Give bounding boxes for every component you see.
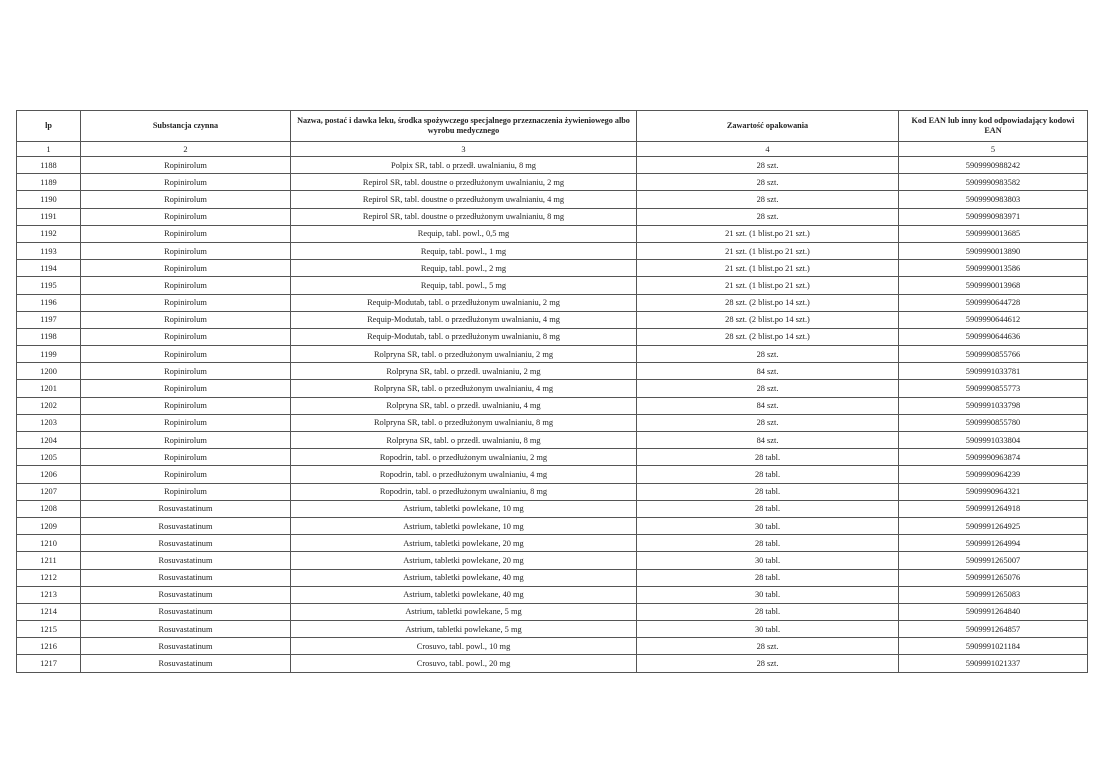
cell-lp: 1206 (17, 466, 81, 483)
cell-product: Crosuvo, tabl. powl., 20 mg (291, 655, 637, 672)
cell-substance: Ropinirolum (81, 466, 291, 483)
table-row (17, 466, 1088, 483)
column-number: 1 (17, 142, 81, 157)
cell-package: 28 tabl. (637, 535, 899, 552)
table-row (17, 655, 1088, 672)
cell-substance: Ropinirolum (81, 294, 291, 311)
cell-substance: Rosuvastatinum (81, 552, 291, 569)
cell-package: 21 szt. (1 blist.po 21 szt.) (637, 260, 899, 277)
cell-package: 28 szt. (637, 638, 899, 655)
cell-substance: Ropinirolum (81, 346, 291, 363)
cell-lp: 1207 (17, 483, 81, 500)
table-row (17, 586, 1088, 603)
table-row (17, 328, 1088, 345)
cell-product: Astrium, tabletki powlekane, 40 mg (291, 569, 637, 586)
header-lp: lp (17, 111, 81, 142)
table-row (17, 552, 1088, 569)
cell-ean: 5909990644636 (899, 328, 1088, 345)
cell-lp: 1191 (17, 208, 81, 225)
cell-ean: 5909990988242 (899, 157, 1088, 174)
table-row (17, 535, 1088, 552)
cell-package: 28 tabl. (637, 483, 899, 500)
cell-ean: 5909991265083 (899, 586, 1088, 603)
table-row (17, 225, 1088, 242)
column-number: 4 (637, 142, 899, 157)
cell-lp: 1212 (17, 569, 81, 586)
cell-lp: 1192 (17, 225, 81, 242)
cell-substance: Ropinirolum (81, 432, 291, 449)
cell-product: Rolpryna SR, tabl. o przedłużonym uwalnianiu, 2 mg (291, 346, 637, 363)
cell-package: 28 szt. (2 blist.po 14 szt.) (637, 328, 899, 345)
table-row (17, 363, 1088, 380)
cell-product: Astrium, tabletki powlekane, 5 mg (291, 621, 637, 638)
cell-substance: Ropinirolum (81, 449, 291, 466)
cell-lp: 1198 (17, 328, 81, 345)
table-row (17, 346, 1088, 363)
cell-package: 28 szt. (637, 208, 899, 225)
cell-package: 28 szt. (637, 191, 899, 208)
cell-ean: 5909991021337 (899, 655, 1088, 672)
cell-product: Requip-Modutab, tabl. o przedłużonym uwalnianiu, 2 mg (291, 294, 637, 311)
table-row (17, 500, 1088, 517)
column-number-row (17, 142, 1088, 157)
cell-lp: 1213 (17, 586, 81, 603)
cell-product: Polpix SR, tabl. o przedł. uwalnianiu, 8 mg (291, 157, 637, 174)
cell-product: Rolpryna SR, tabl. o przedł. uwalnianiu, 2 mg (291, 363, 637, 380)
cell-package: 28 szt. (2 blist.po 14 szt.) (637, 294, 899, 311)
cell-package: 21 szt. (1 blist.po 21 szt.) (637, 242, 899, 259)
cell-lp: 1202 (17, 397, 81, 414)
cell-substance: Ropinirolum (81, 157, 291, 174)
cell-product: Requip-Modutab, tabl. o przedłużonym uwalnianiu, 8 mg (291, 328, 637, 345)
cell-package: 84 szt. (637, 363, 899, 380)
cell-product: Astrium, tabletki powlekane, 40 mg (291, 586, 637, 603)
cell-substance: Ropinirolum (81, 311, 291, 328)
cell-lp: 1196 (17, 294, 81, 311)
cell-lp: 1217 (17, 655, 81, 672)
cell-ean: 5909990013586 (899, 260, 1088, 277)
cell-ean: 5909990644612 (899, 311, 1088, 328)
cell-ean: 5909990983803 (899, 191, 1088, 208)
cell-package: 28 szt. (637, 380, 899, 397)
cell-ean: 5909990855773 (899, 380, 1088, 397)
cell-substance: Ropinirolum (81, 397, 291, 414)
column-number: 2 (81, 142, 291, 157)
cell-lp: 1203 (17, 414, 81, 431)
reimbursement-drug-table (16, 110, 1088, 673)
cell-lp: 1208 (17, 500, 81, 517)
cell-ean: 5909990013890 (899, 242, 1088, 259)
cell-ean: 5909990964321 (899, 483, 1088, 500)
cell-lp: 1215 (17, 621, 81, 638)
table-row (17, 621, 1088, 638)
table-row (17, 277, 1088, 294)
table-row (17, 397, 1088, 414)
table-row (17, 157, 1088, 174)
cell-lp: 1210 (17, 535, 81, 552)
cell-package: 30 tabl. (637, 552, 899, 569)
table-row (17, 569, 1088, 586)
table-row (17, 311, 1088, 328)
cell-product: Astrium, tabletki powlekane, 5 mg (291, 603, 637, 620)
cell-lp: 1211 (17, 552, 81, 569)
cell-lp: 1209 (17, 517, 81, 534)
cell-ean: 5909991264918 (899, 500, 1088, 517)
cell-product: Requip, tabl. powl., 2 mg (291, 260, 637, 277)
cell-product: Requip-Modutab, tabl. o przedłużonym uwalnianiu, 4 mg (291, 311, 637, 328)
table-header-row (17, 111, 1088, 142)
table-row (17, 208, 1088, 225)
cell-substance: Ropinirolum (81, 483, 291, 500)
cell-ean: 5909991033804 (899, 432, 1088, 449)
cell-ean: 5909991021184 (899, 638, 1088, 655)
cell-substance: Ropinirolum (81, 277, 291, 294)
cell-substance: Ropinirolum (81, 414, 291, 431)
cell-package: 28 szt. (637, 157, 899, 174)
cell-product: Astrium, tabletki powlekane, 10 mg (291, 500, 637, 517)
cell-package: 28 tabl. (637, 603, 899, 620)
cell-ean: 5909991265007 (899, 552, 1088, 569)
cell-substance: Ropinirolum (81, 363, 291, 380)
cell-package: 28 szt. (637, 414, 899, 431)
cell-package: 28 tabl. (637, 569, 899, 586)
cell-ean: 5909991264994 (899, 535, 1088, 552)
cell-lp: 1193 (17, 242, 81, 259)
cell-substance: Rosuvastatinum (81, 535, 291, 552)
table-row (17, 242, 1088, 259)
cell-package: 28 tabl. (637, 466, 899, 483)
header-product-name: Nazwa, postać i dawka leku, środka spożywczego specjalnego przeznaczenia żywieniowego albo wyrobu medycznego (291, 111, 637, 142)
cell-product: Rolpryna SR, tabl. o przedłużonym uwalnianiu, 4 mg (291, 380, 637, 397)
cell-substance: Rosuvastatinum (81, 655, 291, 672)
cell-ean: 5909990964239 (899, 466, 1088, 483)
cell-lp: 1214 (17, 603, 81, 620)
cell-product: Requip, tabl. powl., 1 mg (291, 242, 637, 259)
table-row (17, 191, 1088, 208)
table-body (17, 157, 1088, 673)
table-row (17, 449, 1088, 466)
cell-product: Ropodrin, tabl. o przedłużonym uwalnianiu, 2 mg (291, 449, 637, 466)
cell-ean: 5909991264840 (899, 603, 1088, 620)
cell-ean: 5909990983582 (899, 174, 1088, 191)
cell-package: 21 szt. (1 blist.po 21 szt.) (637, 225, 899, 242)
cell-package: 30 tabl. (637, 621, 899, 638)
cell-substance: Ropinirolum (81, 380, 291, 397)
table-row (17, 380, 1088, 397)
cell-lp: 1199 (17, 346, 81, 363)
cell-product: Crosuvo, tabl. powl., 10 mg (291, 638, 637, 655)
table-row (17, 174, 1088, 191)
cell-substance: Ropinirolum (81, 208, 291, 225)
cell-ean: 5909990855780 (899, 414, 1088, 431)
table-row (17, 483, 1088, 500)
cell-lp: 1216 (17, 638, 81, 655)
cell-product: Repirol SR, tabl. doustne o przedłużonym uwalnianiu, 8 mg (291, 208, 637, 225)
cell-ean: 5909990983971 (899, 208, 1088, 225)
cell-substance: Rosuvastatinum (81, 586, 291, 603)
cell-lp: 1194 (17, 260, 81, 277)
table-row (17, 517, 1088, 534)
cell-lp: 1188 (17, 157, 81, 174)
cell-lp: 1201 (17, 380, 81, 397)
cell-substance: Ropinirolum (81, 174, 291, 191)
cell-ean: 5909991264857 (899, 621, 1088, 638)
table-row (17, 414, 1088, 431)
cell-substance: Rosuvastatinum (81, 569, 291, 586)
cell-substance: Ropinirolum (81, 328, 291, 345)
cell-lp: 1195 (17, 277, 81, 294)
cell-product: Rolpryna SR, tabl. o przedł. uwalnianiu, 4 mg (291, 397, 637, 414)
cell-substance: Rosuvastatinum (81, 603, 291, 620)
cell-lp: 1189 (17, 174, 81, 191)
column-number: 3 (291, 142, 637, 157)
table-row (17, 603, 1088, 620)
cell-ean: 5909991033798 (899, 397, 1088, 414)
cell-lp: 1204 (17, 432, 81, 449)
cell-substance: Rosuvastatinum (81, 517, 291, 534)
cell-package: 28 szt. (2 blist.po 14 szt.) (637, 311, 899, 328)
table-row (17, 294, 1088, 311)
cell-product: Rolpryna SR, tabl. o przedł. uwalnianiu, 8 mg (291, 432, 637, 449)
cell-ean: 5909990855766 (899, 346, 1088, 363)
cell-package: 28 tabl. (637, 449, 899, 466)
cell-package: 21 szt. (1 blist.po 21 szt.) (637, 277, 899, 294)
cell-package: 84 szt. (637, 432, 899, 449)
table-row (17, 432, 1088, 449)
column-number: 5 (899, 142, 1088, 157)
header-package-content: Zawartość opakowania (637, 111, 899, 142)
cell-product: Astrium, tabletki powlekane, 10 mg (291, 517, 637, 534)
cell-substance: Ropinirolum (81, 191, 291, 208)
cell-lp: 1205 (17, 449, 81, 466)
cell-product: Ropodrin, tabl. o przedłużonym uwalnianiu, 8 mg (291, 483, 637, 500)
table-row (17, 638, 1088, 655)
cell-ean: 5909990963874 (899, 449, 1088, 466)
cell-lp: 1197 (17, 311, 81, 328)
cell-ean: 5909990013968 (899, 277, 1088, 294)
cell-substance: Ropinirolum (81, 260, 291, 277)
cell-ean: 5909991264925 (899, 517, 1088, 534)
cell-package: 28 tabl. (637, 500, 899, 517)
cell-package: 28 szt. (637, 174, 899, 191)
cell-substance: Ropinirolum (81, 225, 291, 242)
cell-substance: Rosuvastatinum (81, 638, 291, 655)
header-active-substance: Substancja czynna (81, 111, 291, 142)
cell-package: 28 szt. (637, 655, 899, 672)
cell-product: Repirol SR, tabl. doustne o przedłużonym uwalnianiu, 2 mg (291, 174, 637, 191)
cell-package: 84 szt. (637, 397, 899, 414)
cell-substance: Ropinirolum (81, 242, 291, 259)
cell-ean: 5909991033781 (899, 363, 1088, 380)
cell-package: 28 szt. (637, 346, 899, 363)
cell-ean: 5909991265076 (899, 569, 1088, 586)
cell-ean: 5909990644728 (899, 294, 1088, 311)
cell-product: Ropodrin, tabl. o przedłużonym uwalnianiu, 4 mg (291, 466, 637, 483)
cell-package: 30 tabl. (637, 586, 899, 603)
header-ean-code: Kod EAN lub inny kod odpowiadający kodowi EAN (899, 111, 1088, 142)
cell-substance: Rosuvastatinum (81, 621, 291, 638)
cell-lp: 1190 (17, 191, 81, 208)
cell-substance: Rosuvastatinum (81, 500, 291, 517)
cell-product: Rolpryna SR, tabl. o przedłużonym uwalnianiu, 8 mg (291, 414, 637, 431)
table-row (17, 260, 1088, 277)
cell-product: Repirol SR, tabl. doustne o przedłużonym uwalnianiu, 4 mg (291, 191, 637, 208)
cell-product: Requip, tabl. powl., 5 mg (291, 277, 637, 294)
cell-product: Astrium, tabletki powlekane, 20 mg (291, 535, 637, 552)
cell-package: 30 tabl. (637, 517, 899, 534)
cell-product: Astrium, tabletki powlekane, 20 mg (291, 552, 637, 569)
cell-ean: 5909990013685 (899, 225, 1088, 242)
cell-product: Requip, tabl. powl., 0,5 mg (291, 225, 637, 242)
cell-lp: 1200 (17, 363, 81, 380)
